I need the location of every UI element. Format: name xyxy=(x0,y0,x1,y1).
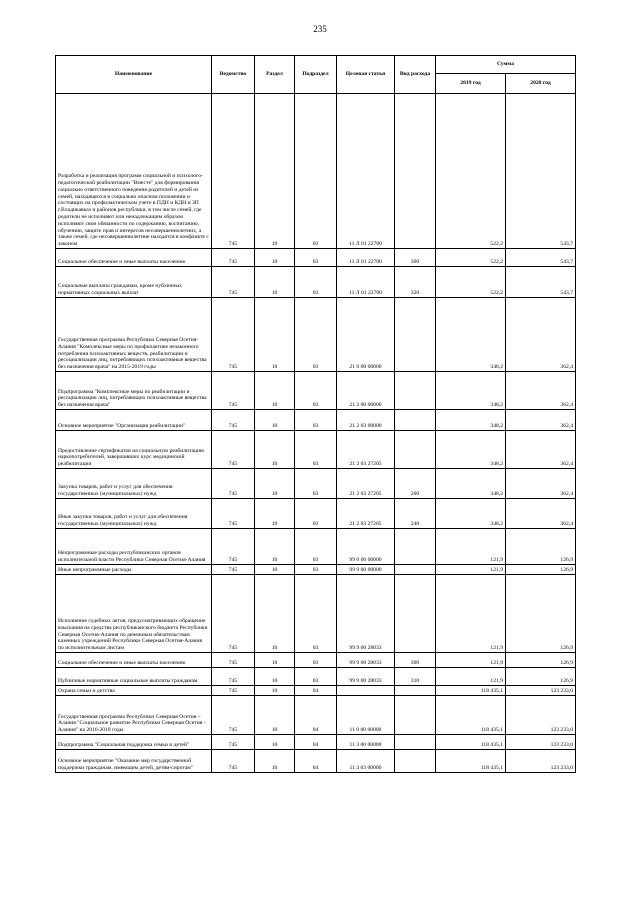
row-2019-value: 118 435,1 xyxy=(436,735,506,750)
header-ministry: Ведомство xyxy=(212,56,255,94)
table-row xyxy=(56,410,576,431)
header-2020: 2020 год xyxy=(506,74,576,94)
row-expense-type: 300 xyxy=(395,249,436,267)
row-section: 10 xyxy=(255,298,295,372)
row-2019-value: 348,2 xyxy=(436,469,506,499)
row-name: Предоставление сертификатов на социальную реабилитацию наркопотребителей, завершивших курс медицинской реабилитации xyxy=(56,431,212,469)
row-expense-type xyxy=(395,298,436,372)
table-row xyxy=(56,565,576,575)
row-section: 10 xyxy=(255,469,295,499)
row-2019-value: 348,2 xyxy=(436,410,506,431)
row-expense-type xyxy=(395,686,436,696)
row-name: Социальные выплаты гражданам, кроме публичных нормативных социальных выплат xyxy=(56,267,212,298)
table-row xyxy=(56,735,576,750)
row-name: Охрана семьи и детства xyxy=(56,686,212,696)
row-name: Социальное обеспечение и иные выплаты населению xyxy=(56,249,212,267)
row-target: 99 9 00 28033 xyxy=(337,653,395,668)
row-expense-type: 300 xyxy=(395,653,436,668)
row-name: Иные закупки товаров, работ и услуг для обеспечения государственных (муниципальных) нужд xyxy=(56,499,212,529)
row-2019-value: 118 435,1 xyxy=(436,696,506,735)
row-subsection: 03 xyxy=(295,410,337,431)
row-2020-value: 126,9 xyxy=(506,529,576,565)
row-2020-value: 543,7 xyxy=(506,94,576,249)
row-expense-type xyxy=(395,529,436,565)
header-section: Раздел xyxy=(255,56,295,94)
row-subsection: 03 xyxy=(295,565,337,575)
row-section: 10 xyxy=(255,686,295,696)
row-name: Государственная программа Республики Северная Осетия – Алания "Социальное развитие Республики Северная Осетия - Алания" на 2016-2018 годы xyxy=(56,696,212,735)
row-ministry: 745 xyxy=(212,529,255,565)
table-row xyxy=(56,267,576,298)
row-2020-value: 123 233,0 xyxy=(506,750,576,773)
row-section: 10 xyxy=(255,499,295,529)
row-name: Основное мероприятие "Организация реабилитации" xyxy=(56,410,212,431)
row-ministry: 745 xyxy=(212,686,255,696)
row-2020-value: 123 233,0 xyxy=(506,735,576,750)
row-target: 11 3 00 00000 xyxy=(337,735,395,750)
table-row xyxy=(56,529,576,565)
row-ministry: 745 xyxy=(212,249,255,267)
row-2019-value: 121,9 xyxy=(436,653,506,668)
row-subsection: 03 xyxy=(295,249,337,267)
row-2019-value: 348,2 xyxy=(436,431,506,469)
row-expense-type xyxy=(395,372,436,410)
header-2019: 2019 год xyxy=(436,74,506,94)
row-target: 21 0 00 00000 xyxy=(337,298,395,372)
row-2019-value: 348,2 xyxy=(436,372,506,410)
row-2019-value: 121,9 xyxy=(436,668,506,686)
row-2020-value: 362,4 xyxy=(506,410,576,431)
row-target: 99 0 00 00000 xyxy=(337,529,395,565)
table-row xyxy=(56,686,576,696)
row-ministry: 745 xyxy=(212,653,255,668)
row-section: 10 xyxy=(255,529,295,565)
row-section: 10 xyxy=(255,696,295,735)
row-ministry: 745 xyxy=(212,575,255,653)
row-expense-type: 200 xyxy=(395,469,436,499)
row-target: 21 2 03 27205 xyxy=(337,431,395,469)
row-ministry: 745 xyxy=(212,372,255,410)
row-2020-value: 123 233,0 xyxy=(506,686,576,696)
row-2019-value: 348,2 xyxy=(436,499,506,529)
row-target: 11 Л 01 22700 xyxy=(337,267,395,298)
row-target: 11 0 00 00000 xyxy=(337,696,395,735)
table-row xyxy=(56,575,576,653)
row-subsection: 03 xyxy=(295,668,337,686)
row-ministry: 745 xyxy=(212,668,255,686)
row-section: 10 xyxy=(255,267,295,298)
row-2019-value: 522,2 xyxy=(436,249,506,267)
row-section: 10 xyxy=(255,249,295,267)
row-subsection: 03 xyxy=(295,431,337,469)
row-2020-value: 126,9 xyxy=(506,575,576,653)
row-subsection: 03 xyxy=(295,267,337,298)
table-row xyxy=(56,499,576,529)
row-ministry: 745 xyxy=(212,696,255,735)
row-name: Непрограммные расходы республиканских органов исполнительной власти Республики Северная Осетия-Алания xyxy=(56,529,212,565)
row-subsection: 03 xyxy=(295,298,337,372)
row-expense-type xyxy=(395,750,436,773)
row-target: 99 9 00 28033 xyxy=(337,575,395,653)
row-target: 99 9 00 28033 xyxy=(337,668,395,686)
row-section: 10 xyxy=(255,668,295,686)
row-subsection: 03 xyxy=(295,653,337,668)
row-ministry: 745 xyxy=(212,94,255,249)
table-row xyxy=(56,696,576,735)
row-expense-type xyxy=(395,696,436,735)
row-section: 10 xyxy=(255,372,295,410)
header-expense-type: Вид расхода xyxy=(395,56,436,94)
row-subsection: 04 xyxy=(295,750,337,773)
row-expense-type xyxy=(395,565,436,575)
row-target: 21 2 03 27205 xyxy=(337,469,395,499)
row-2019-value: 121,9 xyxy=(436,565,506,575)
table-row xyxy=(56,431,576,469)
row-2020-value: 362,4 xyxy=(506,372,576,410)
row-expense-type: 320 xyxy=(395,267,436,298)
row-expense-type: 310 xyxy=(395,668,436,686)
table-row xyxy=(56,94,576,249)
row-section: 10 xyxy=(255,575,295,653)
row-subsection: 03 xyxy=(295,499,337,529)
row-ministry: 745 xyxy=(212,267,255,298)
row-ministry: 745 xyxy=(212,298,255,372)
table-row xyxy=(56,668,576,686)
row-2020-value: 126,9 xyxy=(506,565,576,575)
row-expense-type xyxy=(395,735,436,750)
table-row xyxy=(56,653,576,668)
table-row xyxy=(56,372,576,410)
row-ministry: 745 xyxy=(212,565,255,575)
row-subsection: 03 xyxy=(295,372,337,410)
row-2020-value: 126,9 xyxy=(506,668,576,686)
page-number: 235 xyxy=(313,24,327,34)
row-section: 10 xyxy=(255,735,295,750)
row-2019-value: 121,9 xyxy=(436,529,506,565)
header-sum: Сумма xyxy=(436,56,576,74)
row-subsection: 04 xyxy=(295,686,337,696)
row-target: 21 2 03 27205 xyxy=(337,499,395,529)
row-section: 10 xyxy=(255,431,295,469)
row-ministry: 745 xyxy=(212,499,255,529)
row-2019-value: 348,2 xyxy=(436,298,506,372)
row-subsection: 03 xyxy=(295,575,337,653)
row-name: Государственная программа Республики Северная Осетия-Алания "Комплексные меры по профилактике незаконного потребления психоактивных веществ, реабилитации и ресоциализации лиц, потребляющих психоактивные вещества без назначения врача" на 2015-2019 годы xyxy=(56,298,212,372)
row-subsection: 04 xyxy=(295,735,337,750)
row-2019-value: 121,9 xyxy=(436,575,506,653)
table-row xyxy=(56,249,576,267)
row-name: Закупка товаров, работ и услуг для обеспечения государственных (муниципальных) нужд xyxy=(56,469,212,499)
row-ministry: 745 xyxy=(212,735,255,750)
row-expense-type xyxy=(395,410,436,431)
row-subsection: 03 xyxy=(295,529,337,565)
table-row xyxy=(56,298,576,372)
row-name: Подпрограмма "Комплексные меры по реабилитации и ресоциализации лиц, потребляющих психоактивные вещества без назначения врача" xyxy=(56,372,212,410)
row-2020-value: 126,9 xyxy=(506,653,576,668)
row-expense-type: 240 xyxy=(395,499,436,529)
row-target: 99 9 00 00000 xyxy=(337,565,395,575)
row-ministry: 745 xyxy=(212,431,255,469)
row-name: Публичные нормативные социальные выплаты гражданам xyxy=(56,668,212,686)
row-expense-type xyxy=(395,94,436,249)
row-2020-value: 362,4 xyxy=(506,469,576,499)
row-2019-value: 522,2 xyxy=(436,267,506,298)
row-2020-value: 543,7 xyxy=(506,249,576,267)
row-name: Иные непрограммные расходы xyxy=(56,565,212,575)
row-target xyxy=(337,686,395,696)
row-name: Социальное обеспечение и иные выплаты населению xyxy=(56,653,212,668)
row-ministry: 745 xyxy=(212,410,255,431)
row-2019-value: 118 435,1 xyxy=(436,750,506,773)
row-name: Основное мероприятие "Оказание мер государственной поддержки гражданам, имеющим детей, детям-сиротам" xyxy=(56,750,212,773)
row-section: 10 xyxy=(255,653,295,668)
header-target: Целевая статья xyxy=(337,56,395,94)
row-2019-value: 522,2 xyxy=(436,94,506,249)
row-section: 10 xyxy=(255,565,295,575)
row-2019-value: 118 435,1 xyxy=(436,686,506,696)
row-ministry: 745 xyxy=(212,750,255,773)
row-2020-value: 362,4 xyxy=(506,499,576,529)
row-name: Подпрограмма "Социальная поддержка семьи и детей" xyxy=(56,735,212,750)
row-expense-type xyxy=(395,575,436,653)
table-row xyxy=(56,469,576,499)
row-target: 11 Л 01 22700 xyxy=(337,249,395,267)
row-subsection: 03 xyxy=(295,469,337,499)
row-expense-type xyxy=(395,431,436,469)
header-subsection: Подраздел xyxy=(295,56,337,94)
row-name: Исполнение судебных актов, предусматривающих обращение взыскания на средства республиканского бюджета Республики Северная Осетия-Алания по денежным обязательствам казенных учреждений Республики Северная Осетия-Алания по исполнительным листам xyxy=(56,575,212,653)
row-section: 10 xyxy=(255,94,295,249)
row-name: Разработка и реализация программ социальной и психолого-педагогической реабилитации "Вместе" для формирования социально ответственного поведения родителей и детей из семей, находящихся в социально опасном положении и состоящих на профилактическом учете в ПДН и КДН и ЗП г.Владикавказ и районов республики, в том числе семей, где родители не исполняют или ненадлежащим образом исполняют свои обязанности по содержанию, воспитанию, обучению, защите прав и интересов несовершеннолетних, а также семей, где несовершеннолетние находятся в конфликте с законом xyxy=(56,94,212,249)
header-name: Наименование xyxy=(56,56,212,94)
row-section: 10 xyxy=(255,410,295,431)
row-subsection: 04 xyxy=(295,696,337,735)
row-subsection: 03 xyxy=(295,94,337,249)
table-row xyxy=(56,750,576,773)
row-2020-value: 362,4 xyxy=(506,431,576,469)
row-target: 21 2 00 00000 xyxy=(337,372,395,410)
row-target: 21 2 03 00000 xyxy=(337,410,395,431)
row-2020-value: 362,4 xyxy=(506,298,576,372)
row-target: 11 Л 01 22700 xyxy=(337,94,395,249)
row-2020-value: 543,7 xyxy=(506,267,576,298)
row-ministry: 745 xyxy=(212,469,255,499)
budget-table xyxy=(55,55,576,773)
row-target: 11 3 03 00000 xyxy=(337,750,395,773)
row-2020-value: 123 233,0 xyxy=(506,696,576,735)
row-section: 10 xyxy=(255,750,295,773)
